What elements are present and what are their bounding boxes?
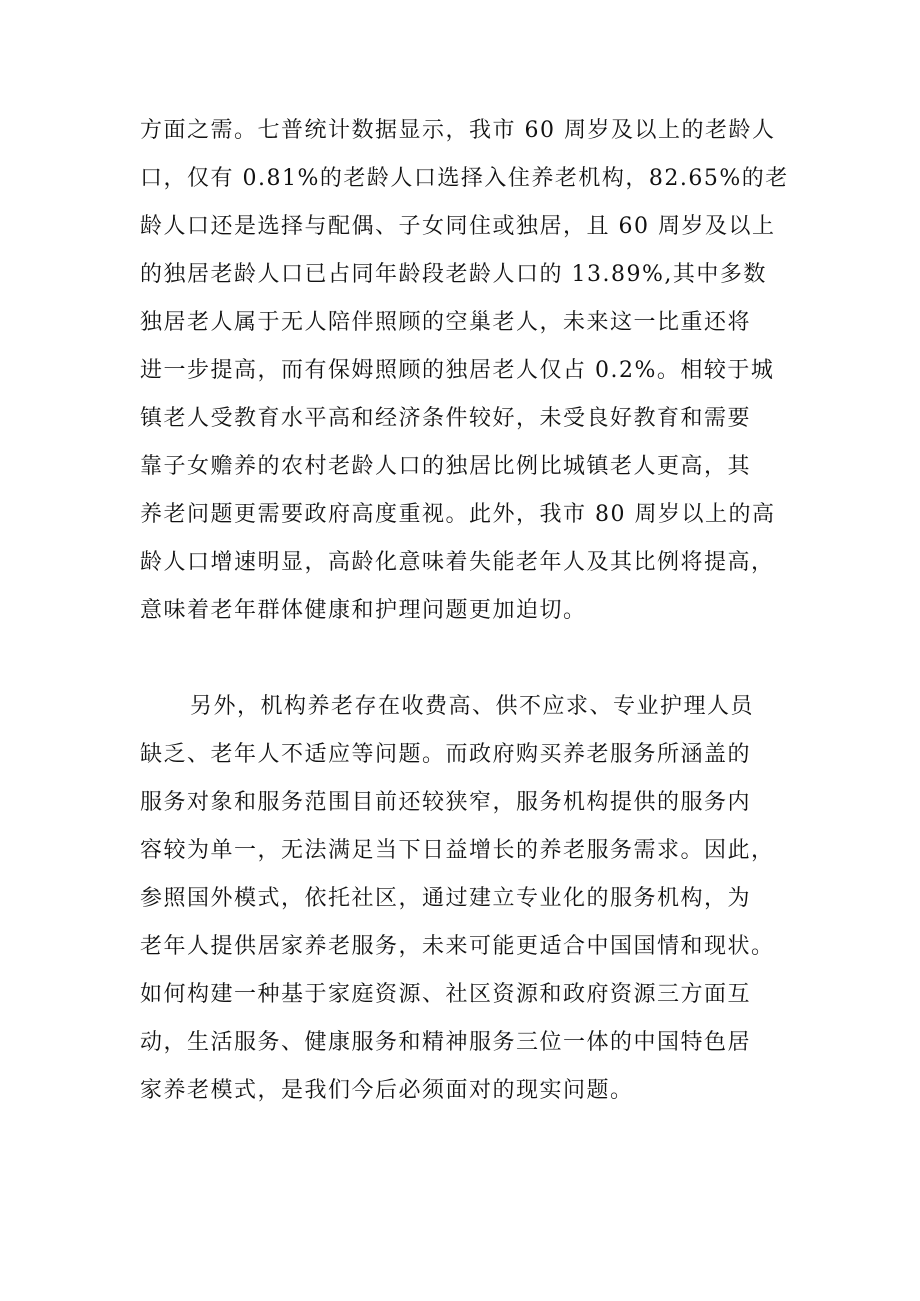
text-line: 动，生活服务、健康服务和精神服务三位一体的中国特色居 bbox=[140, 1030, 752, 1055]
text-line: 另外，机构养老存在收费高、供不应求、专业护理人员 bbox=[190, 694, 755, 719]
text-line: 缺乏、老年人不适应等问题。而政府购买养老服务所涵盖的 bbox=[140, 742, 752, 767]
text-line: 参照国外模式，依托社区，通过建立专业化的服务机构，为 bbox=[140, 886, 752, 911]
text-line: 容较为单一，无法满足当下日益增长的养老服务需求。因此， bbox=[140, 838, 775, 863]
text-line: 意味着老年群体健康和护理问题更加迫切。 bbox=[140, 598, 587, 623]
text-line: 龄人口增速明显，高龄化意味着失能老年人及其比例将提高， bbox=[140, 550, 775, 575]
text-line: 服务对象和服务范围目前还较狭窄，服务机构提供的服务内 bbox=[140, 790, 752, 815]
text-line: 口，仅有 0.81%的老龄人口选择入住养老机构，82.65%的老 bbox=[140, 166, 789, 191]
text-line: 方面之需。七普统计数据显示，我市 60 周岁及以上的老龄人 bbox=[140, 118, 776, 143]
text-line: 镇老人受教育水平高和经济条件较好，未受良好教育和需要 bbox=[140, 406, 752, 431]
text-line: 进一步提高，而有保姆照顾的独居老人仅占 0.2%。相较于城 bbox=[140, 358, 775, 383]
text-line: 独居老人属于无人陪伴照顾的空巢老人，未来这一比重还将 bbox=[140, 310, 752, 335]
text-line: 靠子女赡养的农村老龄人口的独居比例比城镇老人更高，其 bbox=[140, 454, 752, 479]
paragraph-home-care-model bbox=[140, 683, 800, 1115]
paragraph-elderly-statistics bbox=[140, 107, 800, 635]
text-line: 老年人提供居家养老服务，未来可能更适合中国国情和现状。 bbox=[140, 934, 775, 959]
text-line: 龄人口还是选择与配偶、子女同住或独居，且 60 周岁及以上 bbox=[140, 214, 776, 239]
text-line: 养老问题更需要政府高度重视。此外，我市 80 周岁以上的高 bbox=[140, 502, 776, 527]
text-line: 家养老模式，是我们今后必须面对的现实问题。 bbox=[140, 1078, 634, 1103]
text-line: 如何构建一种基于家庭资源、社区资源和政府资源三方面互 bbox=[140, 982, 752, 1007]
text-line: 的独居老龄人口已占同年龄段老龄人口的 13.89%,其中多数 bbox=[140, 262, 767, 287]
